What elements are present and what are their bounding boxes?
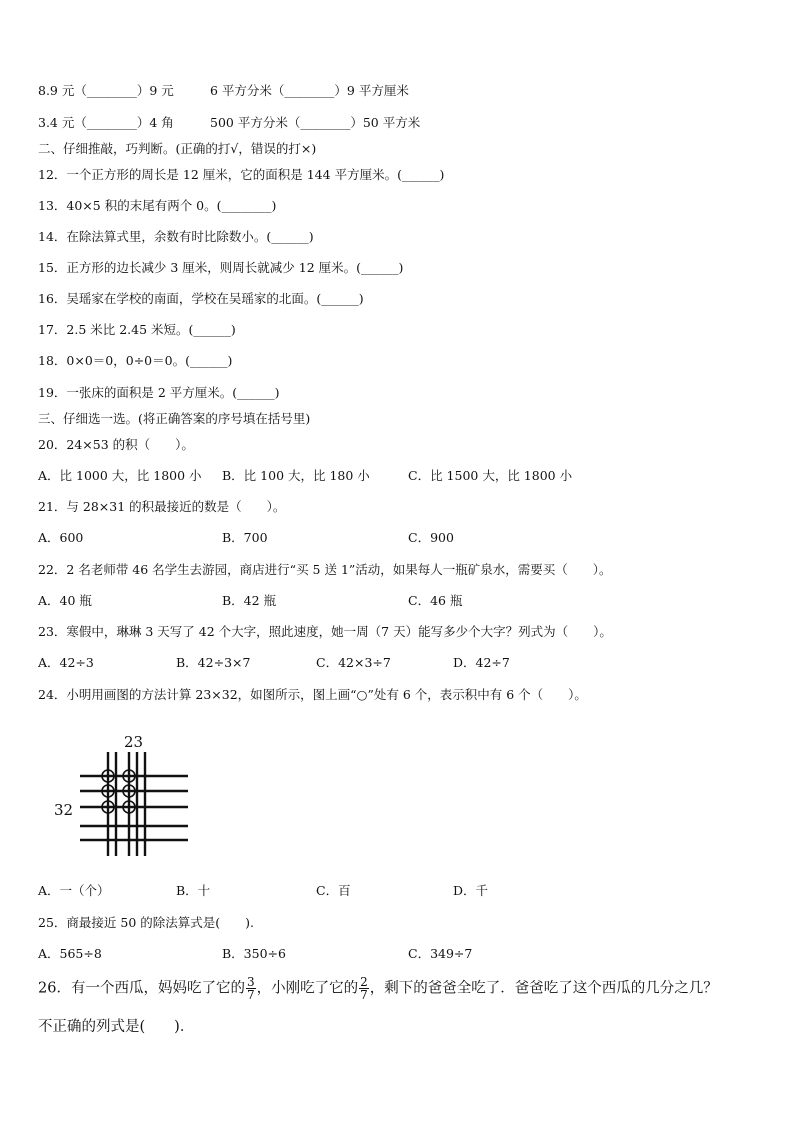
compare-row-2-b: 500 平方分米（________）50 平方米	[210, 115, 421, 130]
fraction-3-7	[246, 976, 256, 1001]
fraction-2-denominator: 7	[360, 988, 368, 1002]
fraction-1-numerator: 3	[246, 975, 255, 989]
q23-option-d: D．42÷7	[453, 655, 510, 670]
q24-option-b: B．十	[176, 883, 211, 898]
fraction-2-numerator: 2	[360, 975, 368, 989]
q26-part-2: ，小刚吃了它的	[256, 980, 359, 997]
question-12: 12．一个正方形的周长是 12 厘米，它的面积是 144 平方厘米。(______)	[38, 167, 445, 182]
q23-option-b: B．42÷3×7	[176, 655, 251, 670]
question-25: 25．商最接近 50 的除法算式是( ).	[38, 915, 254, 930]
question-22: 22．2 名老师带 46 名学生去游园，商店进行“买 5 送 1”活动，如果每人一瓶矿泉水，需要买（ ）。	[38, 562, 612, 577]
question-19: 19．一张床的面积是 2 平方厘米。(______)	[38, 385, 280, 400]
q21-option-b: B．700	[222, 530, 268, 545]
q25-option-a: A．565÷8	[38, 946, 102, 961]
compare-row-2-a: 3.4 元（________）4 角	[38, 115, 174, 130]
q22-option-b: B．42 瓶	[222, 593, 277, 608]
question-24: 24．小明用画图的方法计算 23×32，如图所示，图上画“○”处有 6 个，表示积中有 6 个（ ）。	[38, 687, 587, 702]
q25-option-c: C．349÷7	[408, 946, 473, 961]
q23-option-c: C．42×3÷7	[316, 655, 391, 670]
question-16: 16．吴瑶家在学校的南面，学校在吴瑶家的北面。(______)	[38, 291, 364, 306]
multiplication-grid-figure	[50, 730, 200, 862]
q24-option-a: A．一（个）	[38, 883, 110, 898]
q21-option-c: C．900	[408, 530, 454, 545]
question-17: 17．2.5 米比 2.45 米短。(______)	[38, 322, 236, 337]
question-18: 18．0×0＝0，0÷0＝0。(______)	[38, 353, 233, 368]
section-3-title: 三、仔细选一选。(将正确答案的序号填在括号里)	[38, 411, 311, 426]
question-21: 21．与 28×31 的积最接近的数是（ ）。	[38, 499, 286, 514]
question-15: 15．正方形的边长减少 3 厘米，则周长就减少 12 厘米。(______)	[38, 260, 404, 275]
question-14: 14．在除法算式里，余数有时比除数小。(______)	[38, 229, 314, 244]
q26-part-1: 26．有一个西瓜，妈妈吃了它的	[38, 980, 245, 997]
question-26	[38, 976, 718, 1001]
q20-option-b: B．比 100 大，比 180 小	[222, 468, 370, 483]
q21-option-a: A．600	[38, 530, 84, 545]
section-2-title: 二、仔细推敲，巧判断。(正确的打√，错误的打×)	[38, 141, 317, 156]
horizontal-lines	[80, 776, 188, 840]
q24-option-c: C．百	[316, 883, 351, 898]
q22-option-c: C．46 瓶	[408, 593, 463, 608]
compare-row-1-a: 8.9 元（________）9 元	[38, 83, 174, 98]
q26-part-3: ，剩下的爸爸全吃了．爸爸吃了这个西瓜的几分之几？	[369, 980, 718, 997]
figure-top-label: 23	[124, 733, 144, 751]
question-20: 20．24×53 的积（ ）。	[38, 437, 194, 452]
fraction-2-7	[359, 976, 369, 1001]
question-13: 13．40×5 积的末尾有两个 0。(________)	[38, 198, 277, 213]
q24-option-d: D．千	[453, 883, 489, 898]
question-23: 23．寒假中，琳琳 3 天写了 42 个大字，照此速度，她一周（7 天）能写多少个大字？列式为（ ）。	[38, 624, 612, 639]
q23-option-a: A．42÷3	[38, 655, 94, 670]
compare-row-1-b: 6 平方分米（________）9 平方厘米	[210, 83, 409, 98]
q20-option-c: C．比 1500 大，比 1800 小	[408, 468, 573, 483]
figure-left-label: 32	[54, 801, 74, 819]
q25-option-b: B．350÷6	[222, 946, 286, 961]
fraction-1-denominator: 7	[246, 988, 255, 1002]
q20-option-a: A．比 1000 大，比 1800 小	[38, 468, 202, 483]
question-26-line-2: 不正确的列式是( )．	[38, 1019, 195, 1035]
q22-option-a: A．40 瓶	[38, 593, 92, 608]
